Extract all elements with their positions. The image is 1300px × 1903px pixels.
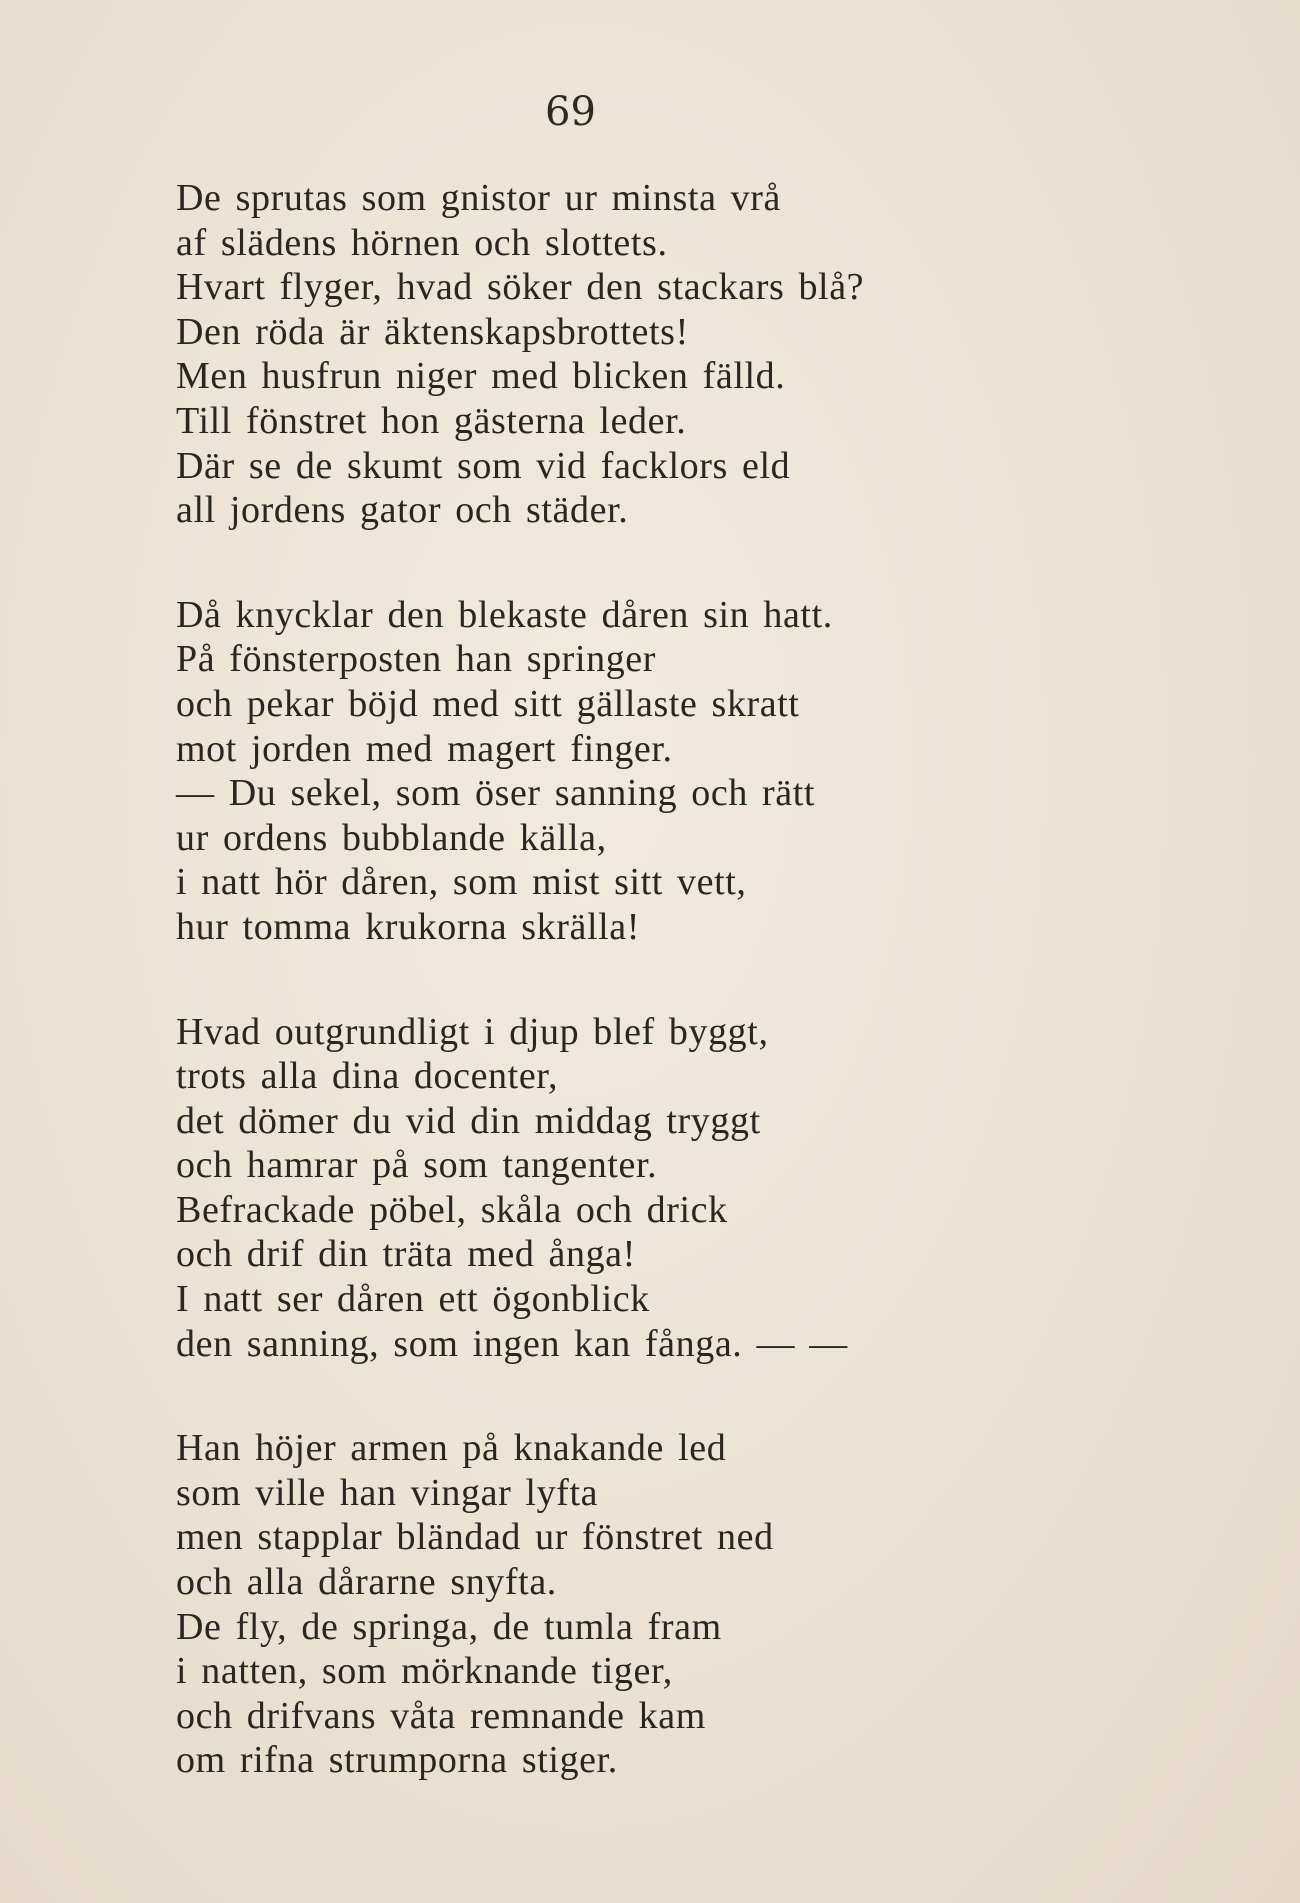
poem-line: Hvad outgrundligt i djup blef byggt, [176,1010,769,1053]
poem-line: och alla dårarne snyfta. [176,1561,557,1604]
poem-line: I natt ser dåren ett ögonblick [176,1278,650,1321]
poem-line: De sprutas som gnistor ur minsta vrå [176,177,781,219]
poem-line: mot jorden med magert finger. [176,727,673,770]
poem-line: och drifvans våta remnande kam [176,1694,706,1737]
poem-line: Befrackade pöbel, skåla och drick [176,1188,728,1231]
poem-line: i natt hör dåren, som mist sitt vett, [176,861,747,904]
poem [176,176,1226,1783]
poem-line: i natten, som mörknande tiger, [176,1650,673,1693]
poem-line: af slädens hörnen och slottets. [176,221,668,264]
poem-line: Men husfrun niger med blicken fälld. [176,355,786,398]
stanza-1 [176,176,1226,533]
poem-line: om rifna strumporna stiger. [176,1739,618,1782]
poem-line: och hamrar på som tangenter. [176,1144,658,1187]
page-number: 69 [545,89,596,135]
poem-line: det dömer du vid din middag tryggt [176,1099,761,1142]
poem-line: trots alla dina docenter, [176,1055,559,1098]
poem-line: Hvart flyger, hvad söker den stackars blå? [176,266,865,309]
poem-line: hur tomma krukorna skrälla! [176,905,641,948]
poem-line: De fly, de springa, de tumla fram [176,1605,722,1648]
poem-line: Där se de skumt som vid facklors eld [176,444,791,487]
poem-line: På fönsterposten han springer [176,638,657,681]
poem-line: Till fönstret hon gästerna leder. [176,399,687,442]
poem-line: Då knycklar den blekaste dåren sin hatt. [176,593,833,636]
stanza-3 [176,1010,1226,1367]
poem-line: och pekar böjd med sitt gällaste skratt [176,682,800,725]
stanza-4 [176,1426,1226,1783]
poem-line: all jordens gator och städer. [176,489,629,532]
poem-line: som ville han vingar lyfta [176,1471,599,1514]
poem-line: Den röda är äktenskapsbrottets! [176,310,689,353]
poem-line: Han höjer armen på knakande led [176,1427,727,1470]
poem-line: och drif din träta med ånga! [176,1233,636,1276]
poem-line: men stapplar bländad ur fönstret ned [176,1516,774,1559]
poem-line: ur ordens bubblande källa, [176,816,607,859]
poem-line: den sanning, som ingen kan fånga. — — [176,1322,848,1365]
poem-line: — Du sekel, som öser sanning och rätt [176,772,816,815]
stanza-2 [176,593,1226,950]
